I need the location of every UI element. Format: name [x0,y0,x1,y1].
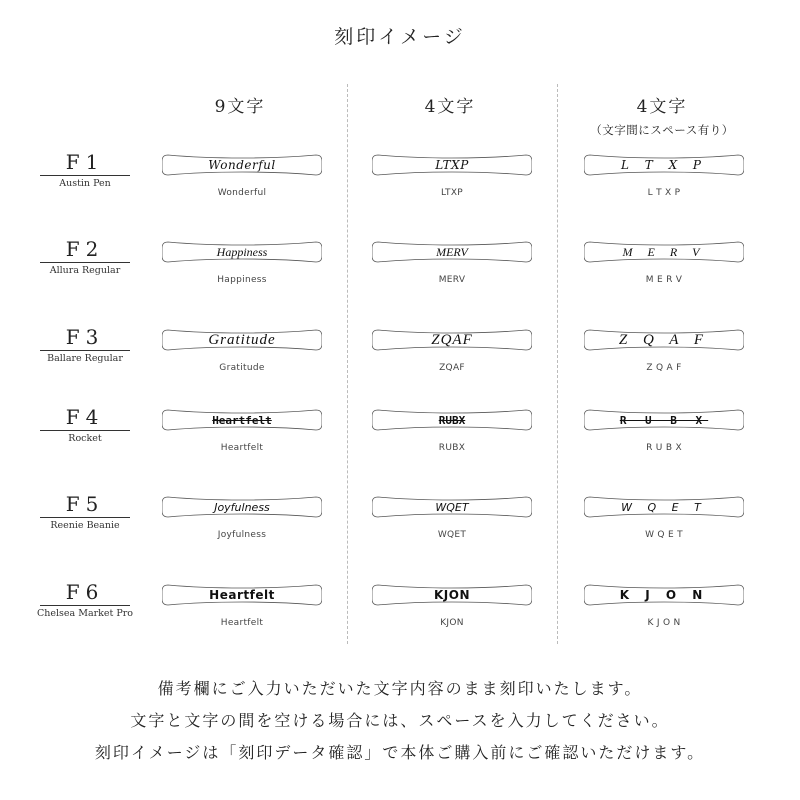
font-label [30,580,140,620]
engraving-caption: Heartfelt [220,618,264,628]
engraving-plate [162,150,322,180]
engraving-caption: M E R V [645,275,683,285]
footer-note-line: 備考欄にご入力いただいた文字内容のまま刻印いたします。 [157,679,643,698]
font-code: F3 [65,325,105,349]
column-header-note: （文字間にスペース有り） [590,123,734,137]
engraving-text: Gratitude [208,331,276,348]
column-header-4-chars [350,92,550,117]
column-header-label: 4文字 [424,97,476,117]
engraving-caption: LTXP [440,188,464,198]
engraving-caption: MERV [438,275,466,285]
engraving-plate [584,405,744,435]
page-title: 刻印イメージ [334,26,466,48]
engraving-caption: Z Q A F [646,363,682,373]
column-header-9-chars [140,92,340,117]
engraving-text: Heartfelt [212,413,272,427]
font-label-rule [40,430,130,431]
engraving-plate [372,492,532,522]
engraving-text: WQET [435,500,469,514]
engraving-text: RUBX [438,413,466,427]
footer-note-line: 刻印イメージは「刻印データ確認」で本体ご購入前にご確認いただけます。 [94,743,706,762]
font-name: Ballare Regular [47,353,123,364]
engraving-text: MERV [436,244,468,259]
font-row [0,237,800,307]
engraving-plate [372,405,532,435]
engraving-plate [372,237,532,267]
engraving-caption: Joyfulness [217,530,267,540]
engraving-plate [162,325,322,355]
engraving-caption: W Q E T [645,530,683,540]
engraving-plate [162,237,322,267]
font-row [0,405,800,475]
engraving-caption: K J O N [647,618,681,628]
engraving-plate [372,580,532,610]
engraving-text: Wonderful [208,158,276,172]
font-row [0,150,800,220]
engraving-caption: R U B X [646,443,682,453]
font-name: Chelsea Market Pro [36,608,134,619]
engraving-plate [584,325,744,355]
engraving-text: LTXP [435,158,469,172]
font-code: F4 [65,405,105,429]
engraving-plate [162,580,322,610]
font-label-rule [40,262,130,263]
engraving-plate [162,405,322,435]
font-label [30,405,140,445]
font-row [0,325,800,395]
font-name: Reenie Beanie [50,520,120,531]
engraving-caption: RUBX [438,443,466,453]
engraving-caption: KJON [440,618,464,628]
engraving-text: KJON [433,588,470,602]
engraving-plate [162,492,322,522]
font-row [0,580,800,650]
engraving-caption: Happiness [217,275,267,285]
engraving-text: Z Q A F [618,331,710,348]
engraving-text: Happiness [216,244,268,259]
engraving-text: L T X P [620,158,708,172]
font-label [30,150,140,190]
engraving-caption: Heartfelt [220,443,264,453]
engraving-caption: Wonderful [217,188,267,198]
engraving-text: Joyfulness [214,500,270,514]
engraving-plate [372,325,532,355]
font-code: F1 [65,150,105,174]
engraving-text: M E R V [622,244,706,259]
engraving-caption: Gratitude [219,363,265,373]
engraving-caption: L T X P [647,188,681,198]
font-name: Allura Regular [49,265,121,276]
engraving-text: R U B X [619,413,709,427]
engraving-plate [584,237,744,267]
engraving-caption: ZQAF [439,363,465,373]
column-header-label: 9文字 [214,97,266,117]
engraving-text: Heartfelt [209,588,275,602]
font-code: F5 [65,492,105,516]
column-header-label: 4文字 [636,97,688,117]
font-name: Rocket [68,433,102,444]
font-row [0,492,800,562]
font-label-rule [40,175,130,176]
font-label [30,325,140,365]
column-header-4-chars-spaced [562,92,762,138]
engraving-plate [372,150,532,180]
font-code: F2 [65,237,105,261]
font-name: Austin Pen [59,178,111,189]
engraving-text: ZQAF [431,331,473,348]
font-label-rule [40,517,130,518]
engraving-plate [584,150,744,180]
font-code: F6 [65,580,105,604]
font-label [30,492,140,532]
engraving-caption: WQET [437,530,467,540]
font-label-rule [40,605,130,606]
engraving-text: K J O N [619,588,709,602]
font-label-rule [40,350,130,351]
font-label [30,237,140,277]
engraving-plate [584,492,744,522]
engraving-text: W Q E T [621,500,707,514]
footer-note-line: 文字と文字の間を空ける場合には、スペースを入力してください。 [130,711,670,730]
engraving-plate [584,580,744,610]
